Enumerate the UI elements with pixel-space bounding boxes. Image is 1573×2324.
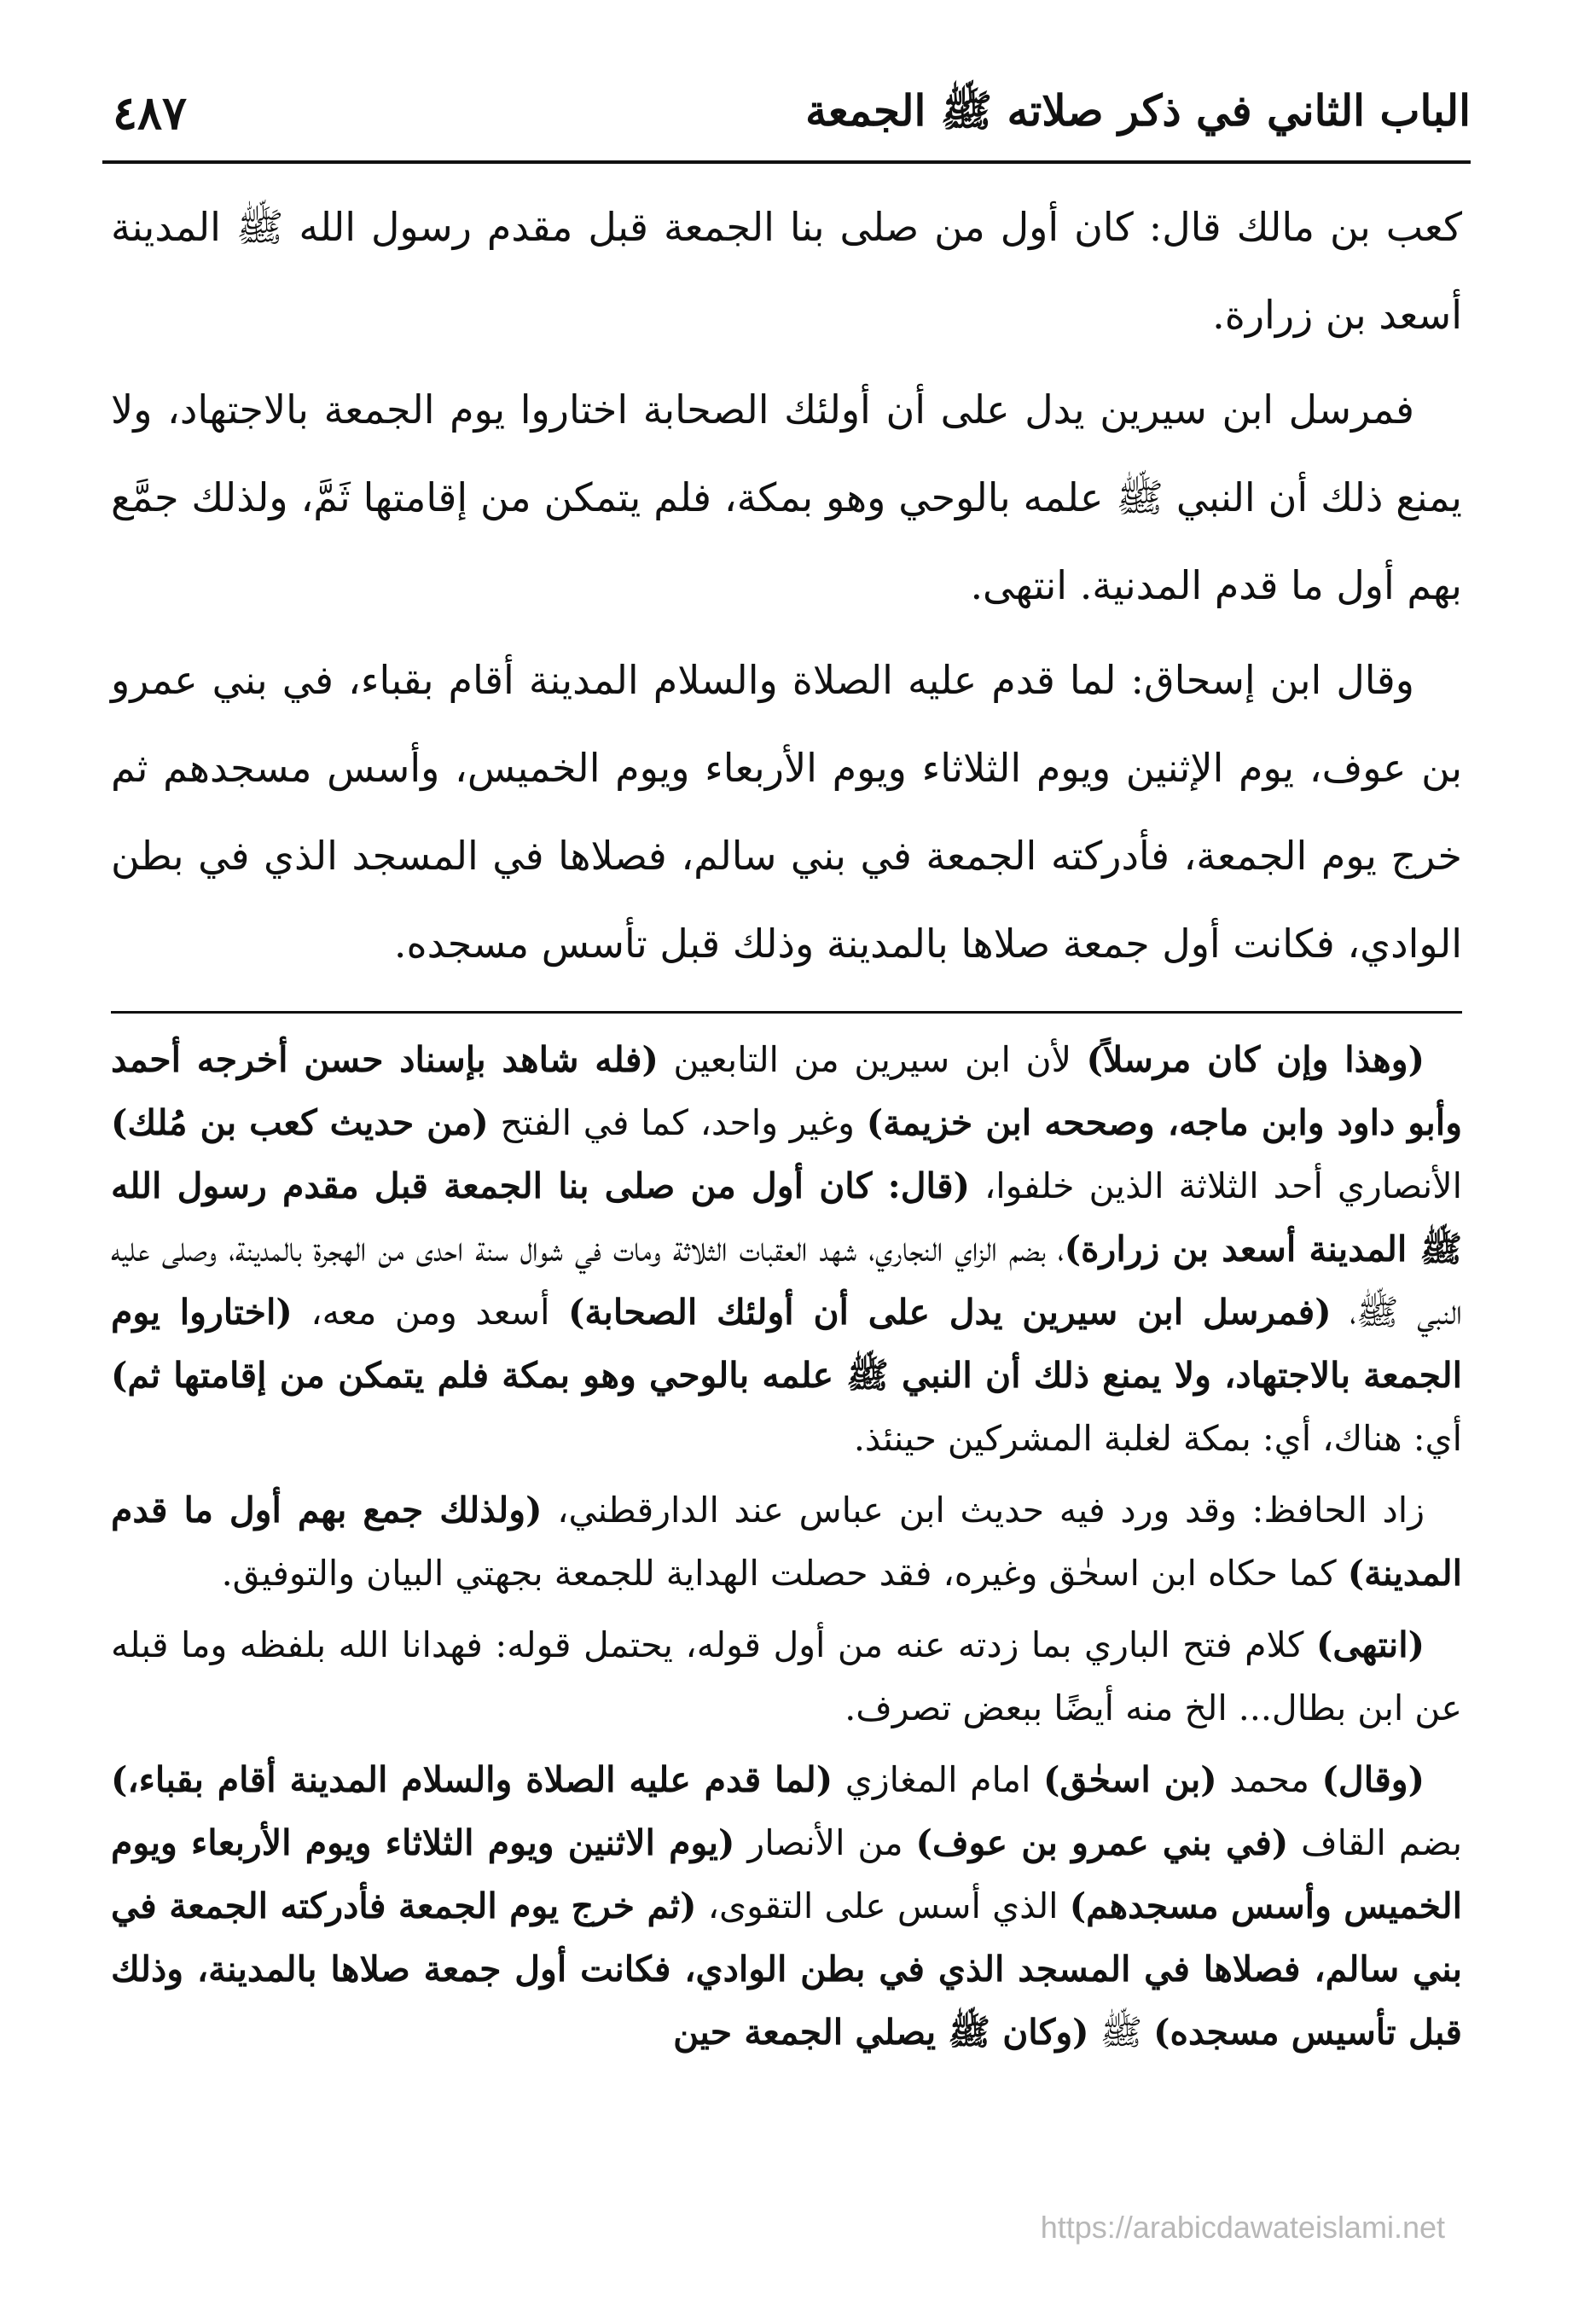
quoted-text: (يوم الاثنين ويوم الثلاثاء ويوم الأربعاء ويوم الخميس وأسس مسجدهم) xyxy=(111,1822,1462,1926)
footnote-divider xyxy=(111,1011,1462,1014)
commentary-text: الذي أسس على التقوى، xyxy=(696,1885,1070,1926)
main-paragraph-2: فمرسل ابن سيرين يدل على أن أولئك الصحابة اختاروا يوم الجمعة بالاجتهاد، ولا يمنع ذلك أن النبي ﷺ علمه بالوحي وهو بمكة، فلم يتمكن من إقامتها ثَمَّ، ولذلك جمَّع بهم أول ما قدم المدنية. انتهى. xyxy=(111,386,1462,608)
commentary-text: أسعد ومن معه، xyxy=(292,1292,569,1333)
page-number: ٤٨٧ xyxy=(113,85,188,140)
watermark-url: https://arabicdawateislami.net xyxy=(1040,2210,1445,2245)
quoted-text: (وهذا وإن كان مرسلاً) xyxy=(1086,1039,1425,1080)
chapter-title: الباب الثاني في ذكر صلاته ﷺ الجمعة xyxy=(805,85,1471,136)
commentary-text: أي: هناك، أي: بمكة لغلبة المشركين حينئذ. xyxy=(853,1418,1462,1459)
main-text xyxy=(111,183,1462,995)
commentary xyxy=(111,1028,1462,2072)
commentary-paragraph-2 xyxy=(111,1479,1462,1605)
quoted-text: (اختاروا يوم الجمعة بالاجتهاد، ولا يمنع ذلك أن النبي ﷺ علمه بالوحي وهو بمكة فلم يتمكن من إقامتها ثم) xyxy=(111,1292,1462,1396)
quoted-text: (في بني عمرو بن عوف) xyxy=(915,1822,1289,1863)
main-paragraph-1: كعب بن مالك قال: كان أول من صلى بنا الجمعة قبل مقدم رسول الله ﷺ المدينة أسعد بن زرارة. xyxy=(111,204,1462,338)
commentary-text: كما حكاه ابن اسحٰق وغيره، فقد حصلت الهداية للجمعة بجهتي البيان والتوفيق. xyxy=(221,1553,1348,1594)
commentary-text: زاد الحافظ: وقد ورد فيه حديث ابن عباس عند الدارقطني، xyxy=(542,1490,1425,1531)
quoted-text: (وكان ﷺ يصلي الجمعة حين xyxy=(673,2012,1089,2053)
quoted-text: (من حديث كعب بن مُلك) xyxy=(111,1102,489,1143)
commentary-paragraph-4 xyxy=(111,1748,1462,2064)
quoted-text: (بن اسحٰق) xyxy=(1042,1759,1217,1800)
commentary-paragraph-3 xyxy=(111,1613,1462,1740)
commentary-text: ، بضم الزاي النجاري، شهد العقبات الثلاثة ومات في شوال سنة احدى من الهجرة بالمدينة، وصلى عليه النبي ﷺ، xyxy=(111,1229,1463,1333)
commentary-paragraph-1 xyxy=(111,1028,1462,1470)
commentary-text: بضم القاف xyxy=(1288,1822,1462,1863)
quoted-text: (ثم خرج يوم الجمعة فأدركته الجمعة في بني سالم، فصلاها في المسجد الذي في بطن الوادي، فكانت أول جمعة صلاها بالمدينة، وذلك قبل تأسيس مسجده) xyxy=(111,1885,1462,2053)
quoted-text: (ولذلك جمع بهم أول ما قدم المدينة) xyxy=(111,1490,1462,1594)
quoted-text: (انتهى) xyxy=(1315,1624,1425,1665)
quoted-text: (قال: كان أول من صلى بنا الجمعة قبل مقدم رسول الله ﷺ المدينة أسعد بن زرارة) xyxy=(111,1165,1462,1269)
commentary-text: لأن ابن سيرين من التابعين xyxy=(658,1039,1087,1080)
commentary-text: الأنصاري أحد الثلاثة الذين خلفوا، xyxy=(969,1165,1462,1206)
commentary-text: كلام فتح الباري بما زدته عنه من أول قوله، يحتمل قوله: فهدانا الله بلفظه وما قبله عن ابن بطال... الخ منه أيضًا ببعض تصرف. xyxy=(111,1624,1462,1728)
commentary-text: محمد xyxy=(1216,1759,1322,1800)
quoted-text: (وقال) xyxy=(1321,1759,1425,1800)
quoted-text: (لما قدم عليه الصلاة والسلام المدينة أقام بقباء،) xyxy=(111,1759,833,1800)
commentary-text: امام المغازي xyxy=(833,1759,1043,1800)
main-paragraph-3: وقال ابن إسحاق: لما قدم عليه الصلاة والسلام المدينة أقام بقباء، في بني عمرو بن عوف، يوم الإثنين ويوم الثلاثاء ويوم الأربعاء ويوم الخميس، وأسس مسجدهم ثم خرج يوم الجمعة، فأدركته الجمعة في بني سالم، فصلاها في المسجد الذي في بطن الوادي، فكانت أول جمعة صلاها بالمدينة وذلك قبل تأسس مسجده. xyxy=(111,657,1462,967)
quoted-text: (فله شاهد بإسناد حسن أخرجه أحمد وأبو داود وابن ماجه، وصححه ابن خزيمة) xyxy=(111,1039,1462,1143)
commentary-text: ﷺ xyxy=(1088,2012,1154,2053)
page-header xyxy=(102,75,1471,164)
commentary-text: وغير واحد، كما في الفتح xyxy=(488,1102,867,1143)
commentary-text: من الأنصار xyxy=(734,1822,916,1863)
quoted-text: (فمرسل ابن سيرين يدل على أن أولئك الصحابة) xyxy=(568,1292,1332,1333)
